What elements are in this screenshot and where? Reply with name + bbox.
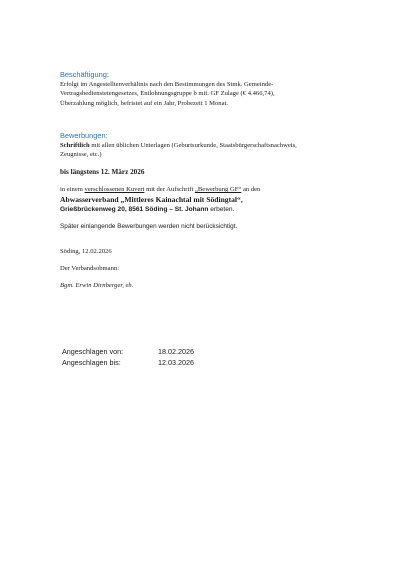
late-applications-note: Später einlangende Bewerbungen werden nicht berücksichtigt. xyxy=(60,223,238,230)
applications-line-1 xyxy=(60,141,360,150)
sealed-envelope-text: verschlossenen Kuvert xyxy=(84,186,145,193)
employment-line-2: Vertragsbedienstetengesetzes, Entlohnungsgruppe b mit. GF Zulage (€ 4.466,74), xyxy=(60,90,275,98)
envelope-suffix: an den xyxy=(241,186,261,193)
posted-from-label: Angeschlagen von: xyxy=(62,347,124,356)
deadline: bis längstens 12. März 2026 xyxy=(60,168,145,176)
address: Grießbrückenweg 20, 8561 Söding – St. Johann xyxy=(60,206,209,213)
envelope-middle: mit der Aufschrift xyxy=(144,186,195,193)
envelope-prefix: in einem xyxy=(60,186,85,193)
employment-line-1: Erfolgt im Angestelltenverhältnis nach den Bestimmungen des Stmk. Gemeinde- xyxy=(60,81,274,88)
association-name: Abwasserverband „Mittleres Kainachtal mit Södingtal“, xyxy=(60,195,243,204)
applications-text xyxy=(60,141,360,160)
envelope-label-text: „Bewerbung GF“ xyxy=(194,186,242,193)
employment-line-3: Überzahlung möglich, befristet auf ein Jahr, Probezeit 1 Monat. xyxy=(60,99,229,107)
signatory-title: Der Verbandsobmann: xyxy=(60,265,120,272)
posted-until-label: Angeschlagen bis: xyxy=(62,358,121,367)
envelope-instruction xyxy=(60,185,360,194)
posted-from-date: 18.02.2026 xyxy=(158,347,194,356)
address-suffix: erbeten. xyxy=(208,206,235,213)
place-date: Söding, 12.02.2026 xyxy=(60,248,112,255)
documents-text: mit allen üblichen Unterlagen (Geburtsurkunde, Staatsbürgerschaftsnachweis, xyxy=(89,142,297,149)
applications-heading: Bewerbungen: xyxy=(60,131,108,140)
employment-text xyxy=(60,80,360,108)
posted-until-date: 12.03.2026 xyxy=(158,358,194,367)
address-line xyxy=(60,205,360,214)
employment-heading: Beschäftigung: xyxy=(60,70,109,79)
signatory-name: Bgm. Erwin Dirnberger, eh. xyxy=(60,282,134,289)
applications-line-2: Zeugnisse, etc.) xyxy=(60,151,102,159)
written-label: Schriftlich xyxy=(60,142,90,149)
